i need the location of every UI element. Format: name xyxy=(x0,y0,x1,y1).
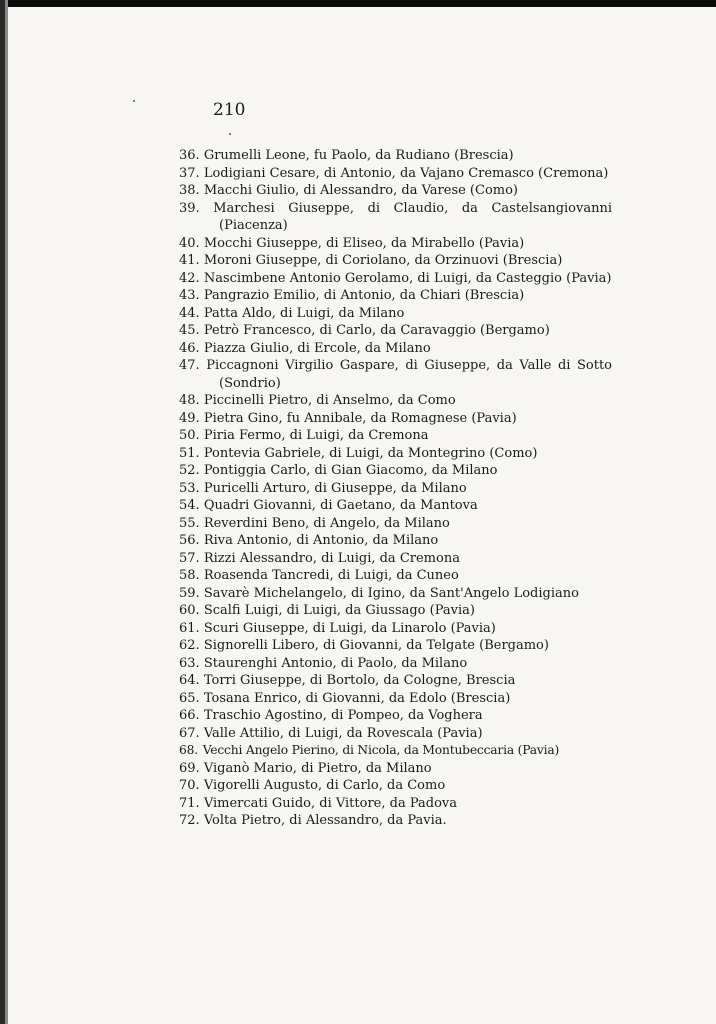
entry-text: Marchesi Giuseppe, di Claudio, da Castelsangiovanni (Piacenza) xyxy=(213,200,612,233)
entry-text: Grumelli Leone, fu Paolo, da Rudiano (Brescia) xyxy=(203,148,514,163)
entry-text: Pontiggia Carlo, di Gian Giacomo, da Milano xyxy=(203,463,498,478)
name-list xyxy=(179,147,613,830)
entry-number: 59. xyxy=(179,585,200,601)
entry-text: Vigorelli Augusto, di Carlo, da Como xyxy=(203,778,446,793)
entry-text: Macchi Giulio, di Alessandro, da Varese (Como) xyxy=(203,183,519,198)
list-item xyxy=(179,515,612,533)
list-item xyxy=(179,585,612,603)
list-item xyxy=(179,637,612,655)
entry-text: Vecchi Angelo Pierino, di Nicola, da Montubeccaria (Pavia) xyxy=(202,743,560,757)
list-item xyxy=(179,445,612,463)
entry-number: 40. xyxy=(179,235,200,251)
entry-text: Piccagnoni Virgilio Gaspare, di Giuseppe, da Valle di Sotto (Sondrio) xyxy=(206,358,613,391)
list-item xyxy=(179,480,612,498)
entry-number: 37. xyxy=(179,165,200,181)
list-item xyxy=(179,550,612,568)
entry-text: Savarè Michelangelo, di Igino, da Sant'Angelo Lodigiano xyxy=(203,585,579,601)
entry-text: Scuri Giuseppe, di Luigi, da Linarolo (Pavia) xyxy=(203,620,496,636)
list-item xyxy=(179,252,612,270)
entry-text: Quadri Giovanni, di Gaetano, da Mantova xyxy=(203,498,478,513)
entry-number: 72. xyxy=(179,813,200,828)
page-number: 210 xyxy=(213,100,246,120)
entry-text: Pietra Gino, fu Annibale, da Romagnese (Pavia) xyxy=(203,410,517,426)
entry-number: 69. xyxy=(179,760,200,776)
list-item xyxy=(179,707,612,725)
entry-number: 36. xyxy=(179,148,200,163)
entry-number: 41. xyxy=(179,253,200,268)
entry-number: 58. xyxy=(179,568,200,583)
entry-text: Nascimbene Antonio Gerolamo, di Luigi, da Casteggio (Pavia) xyxy=(203,270,612,286)
entry-number: 63. xyxy=(179,655,200,671)
entry-text: Signorelli Libero, di Giovanni, da Telgate (Bergamo) xyxy=(203,638,549,653)
entry-number: 43. xyxy=(179,288,200,303)
entry-number: 67. xyxy=(179,725,200,741)
speck xyxy=(133,100,135,102)
entry-number: 65. xyxy=(179,690,200,706)
entry-text: Petrò Francesco, di Carlo, da Caravaggio (Bergamo) xyxy=(203,323,550,338)
entry-number: 54. xyxy=(179,498,200,513)
entry-number: 70. xyxy=(179,778,200,793)
entry-number: 47. xyxy=(179,358,200,373)
list-item xyxy=(179,322,612,340)
entry-text: Pontevia Gabriele, di Luigi, da Montegrino (Como) xyxy=(203,445,538,461)
list-item xyxy=(179,602,612,620)
entry-number: 53. xyxy=(179,480,200,496)
entry-number: 39. xyxy=(179,200,200,216)
list-item xyxy=(179,620,612,638)
list-item xyxy=(179,182,612,200)
list-item xyxy=(179,777,612,795)
entry-number: 71. xyxy=(179,795,200,811)
entry-text: Piazza Giulio, di Ercole, da Milano xyxy=(203,340,431,356)
list-item xyxy=(179,357,613,392)
entry-text: Mocchi Giuseppe, di Eliseo, da Mirabello (Pavia) xyxy=(203,235,525,251)
entry-text: Staurenghi Antonio, di Paolo, da Milano xyxy=(203,655,468,671)
list-item xyxy=(179,147,612,165)
entry-number: 51. xyxy=(179,445,200,461)
list-item xyxy=(179,725,612,743)
list-item xyxy=(179,165,612,183)
list-item xyxy=(179,690,612,708)
entry-number: 55. xyxy=(179,515,200,531)
entry-number: 66. xyxy=(179,708,200,723)
entry-text: Reverdini Beno, di Angelo, da Milano xyxy=(203,515,450,531)
entry-text: Volta Pietro, di Alessandro, da Pavia. xyxy=(203,813,447,828)
entry-number: 52. xyxy=(179,463,200,478)
entry-text: Piria Fermo, di Luigi, da Cremona xyxy=(203,428,429,443)
entry-text: Piccinelli Pietro, di Anselmo, da Como xyxy=(203,393,456,408)
entry-text: Pangrazio Emilio, di Antonio, da Chiari (Brescia) xyxy=(203,288,525,303)
speck xyxy=(229,133,231,135)
entry-number: 56. xyxy=(179,533,200,548)
list-item xyxy=(179,427,612,445)
list-item xyxy=(179,340,612,358)
list-item xyxy=(179,392,612,410)
entry-text: Roasenda Tancredi, di Luigi, da Cuneo xyxy=(203,568,459,583)
entry-text: Riva Antonio, di Antonio, da Milano xyxy=(203,533,439,548)
list-item xyxy=(179,532,612,550)
list-item xyxy=(179,812,612,830)
entry-text: Tosana Enrico, di Giovanni, da Edolo (Brescia) xyxy=(203,690,511,706)
entry-text: Moroni Giuseppe, di Coriolano, da Orzinuovi (Brescia) xyxy=(203,253,563,268)
list-item xyxy=(179,410,612,428)
entry-number: 38. xyxy=(179,183,200,198)
list-item xyxy=(179,287,612,305)
entry-text: Torri Giuseppe, di Bortolo, da Cologne, Brescia xyxy=(203,673,516,688)
entry-number: 62. xyxy=(179,638,200,653)
entry-text: Vimercati Guido, di Vittore, da Padova xyxy=(203,795,457,811)
list-item xyxy=(179,655,612,673)
entry-number: 48. xyxy=(179,393,200,408)
entry-text: Viganò Mario, di Pietro, da Milano xyxy=(203,760,432,776)
list-item xyxy=(179,305,612,323)
entry-text: Scalfi Luigi, di Luigi, da Giussago (Pavia) xyxy=(203,603,475,618)
entry-text: Patta Aldo, di Luigi, da Milano xyxy=(203,305,405,321)
entry-number: 44. xyxy=(179,305,200,321)
list-item xyxy=(179,497,612,515)
list-item xyxy=(179,795,612,813)
entry-number: 46. xyxy=(179,340,200,356)
entry-number: 50. xyxy=(179,428,200,443)
list-item xyxy=(179,270,612,288)
entry-text: Puricelli Arturo, di Giuseppe, da Milano xyxy=(203,480,467,496)
list-item xyxy=(179,760,612,778)
entry-number: 57. xyxy=(179,550,200,566)
entry-text: Traschio Agostino, di Pompeo, da Voghera xyxy=(203,708,483,723)
list-item xyxy=(179,200,612,235)
entry-number: 42. xyxy=(179,270,200,286)
list-item xyxy=(179,672,612,690)
entry-number: 49. xyxy=(179,410,200,426)
entry-number: 61. xyxy=(179,620,200,636)
list-item: 68. Vecchi Angelo Pierino, di Nicola, da Montubeccaria (Pavia) xyxy=(179,743,560,757)
list-item xyxy=(179,235,612,253)
list-item xyxy=(179,567,612,585)
entry-text: Lodigiani Cesare, di Antonio, da Vajano Cremasco (Cremona) xyxy=(203,165,609,181)
entry-number: 60. xyxy=(179,603,200,618)
page-top-edge xyxy=(0,0,716,7)
page-binding-shadow xyxy=(5,0,8,1024)
list-item xyxy=(179,462,612,480)
entry-text: Valle Attilio, di Luigi, da Rovescala (Pavia) xyxy=(203,725,483,741)
entry-number: 64. xyxy=(179,673,200,688)
entry-number: 45. xyxy=(179,323,200,338)
entry-text: Rizzi Alessandro, di Luigi, da Cremona xyxy=(203,550,460,566)
